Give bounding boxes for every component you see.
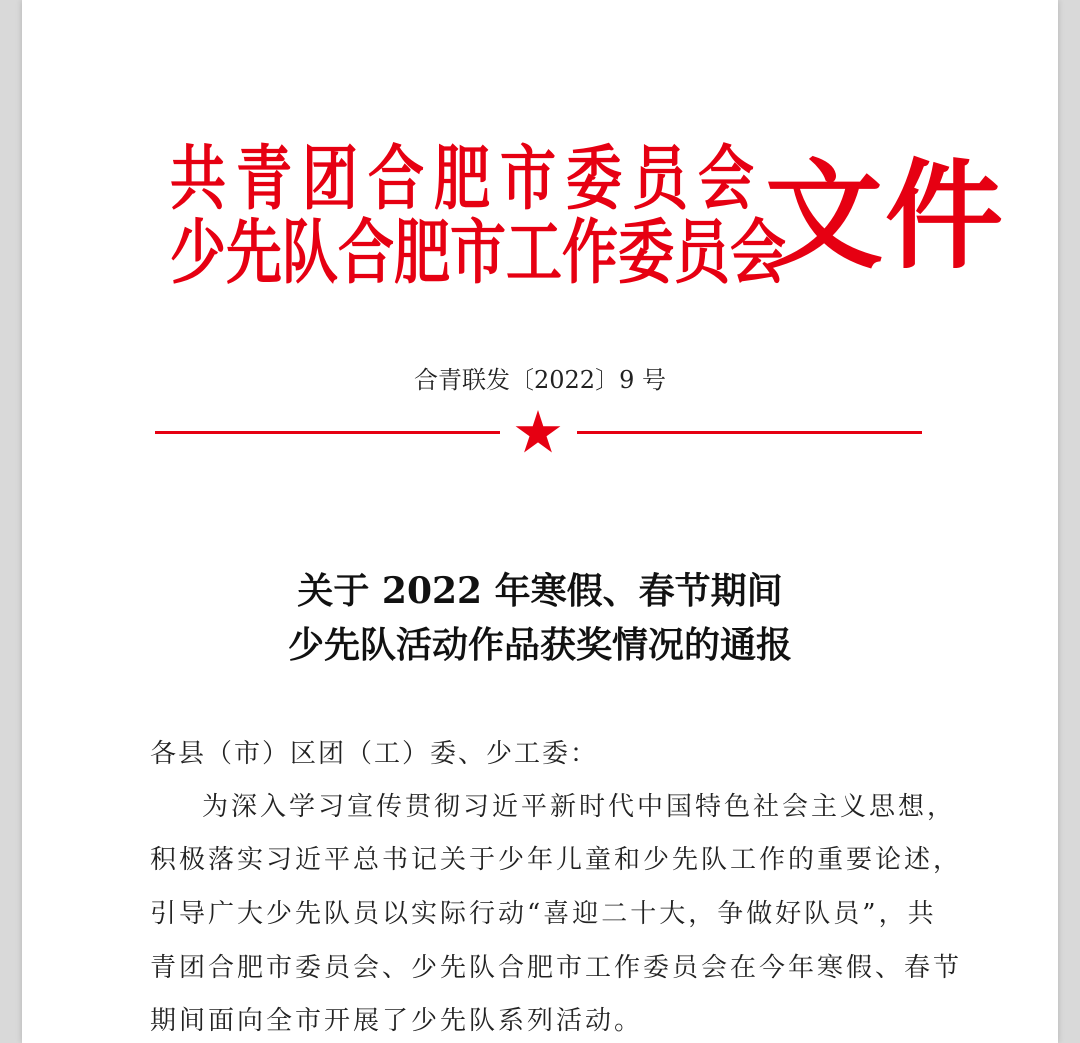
body-text-line: 为深入学习宣传贯彻习近平新时代中国特色社会主义思想， [202,792,957,822]
document-number: 合青联发〔2022〕9 号 [414,366,666,394]
body-text-line: 期间面向全市开展了少先队系列活动。 [150,1006,644,1036]
body-text-line: 青团合肥市委员会、少先队合肥市工作委员会在今年寒假、春节 [150,953,963,983]
red-divider [155,408,925,458]
body-text-line: 积极落实习近平总书记关于少年儿童和少先队工作的重要论述， [150,845,963,875]
notice-title-line-1: 关于 2022 年寒假、春节期间 [297,570,783,612]
red-star-icon [516,410,561,453]
salutation: 各县（市）区团（工）委、少工委： [150,739,599,769]
document-label: 文件 [765,147,1006,285]
org-name-line-1: 共青团合肥市委员会 [170,138,764,220]
notice-title-line-2: 少先队活动作品获奖情况的通报 [287,624,792,666]
org-name-line-2: 少先队合肥市工作委员会 [170,212,786,294]
divider-line-right [577,431,922,434]
body-text-line: 引导广大少先队员以实际行动“喜迎二十大，争做好队员”，共 [150,899,937,929]
divider-line-left [155,431,500,434]
